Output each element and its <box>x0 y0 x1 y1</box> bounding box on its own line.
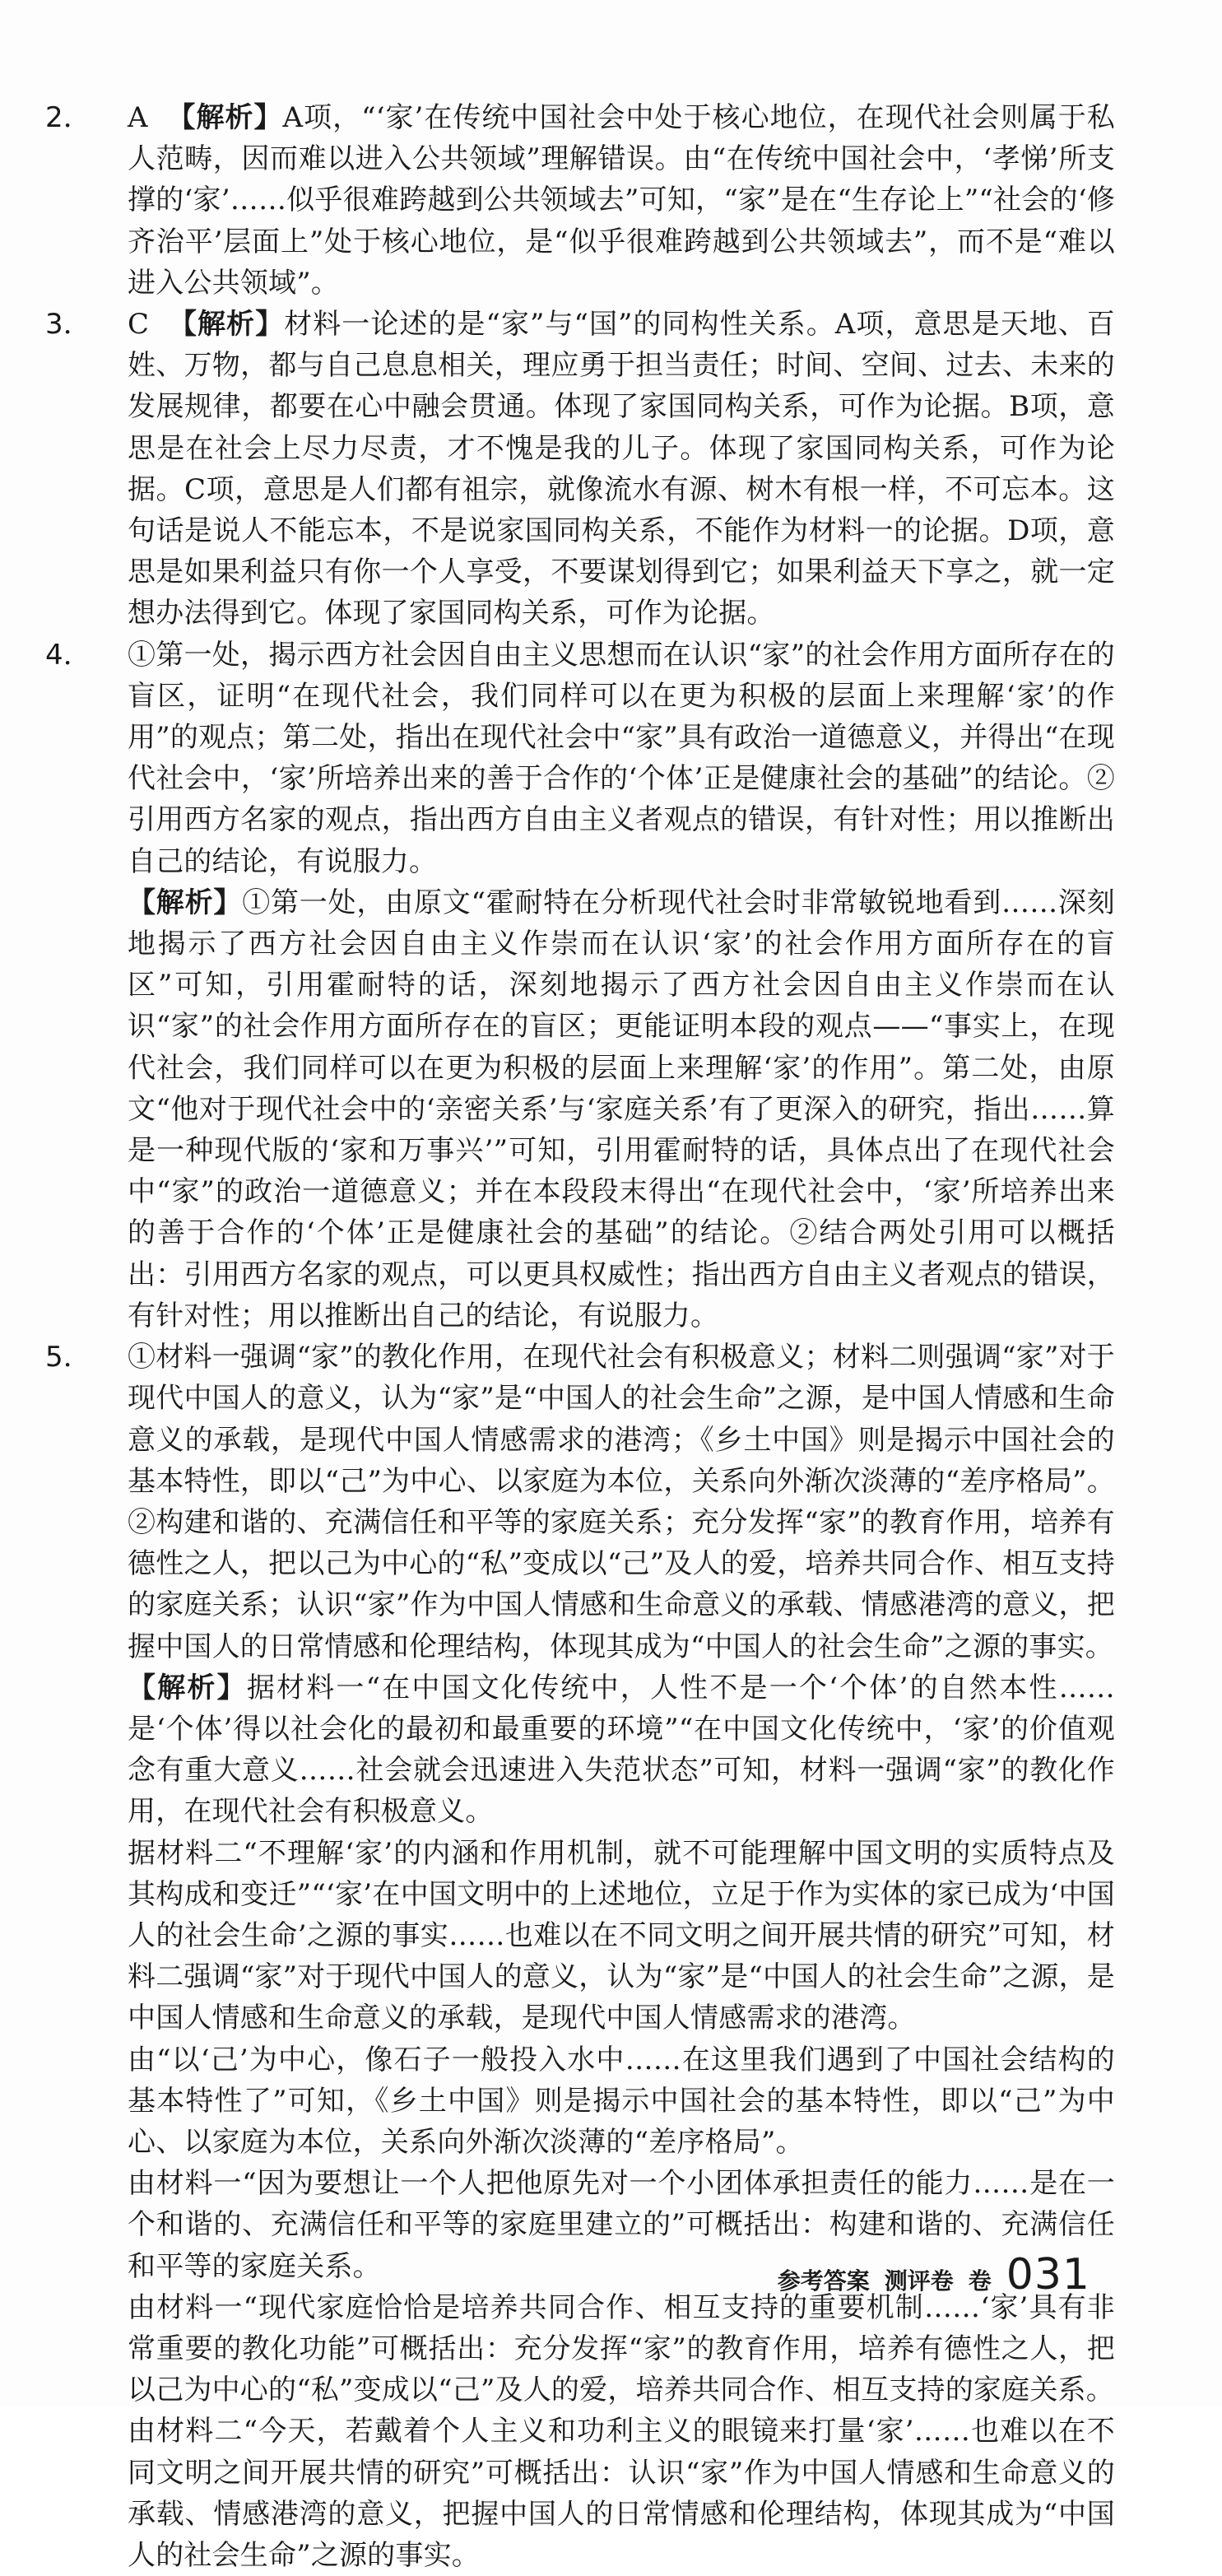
answer-item-2 <box>45 97 1115 304</box>
analysis-text: ①第一处，由原文“霍耐特在分析现代社会时非常敏锐地看到……深刻地揭示了西方社会因自由主义作崇而在认识‘家’的社会作用方面所存在的盲区”可知，引用霍耐特的话，深刻地揭示了西方社会因自由主义作崇而在认识“家”的社会作用方面所存在的盲区；更能证明本段的观点——“事实上，在现代社会，我们同样可以在更为积极的层面上来理解‘家’的作用”。第二处，由原文“他对于现代社会中的‘亲密关系’与‘家庭关系’有了更深入的研究，指出……算是一种现代版的‘家和万事兴’”可知，引用霍耐特的话，具体点出了在现代社会中“家”的政治一道德意义；并在本段段末得出“在现代社会中，‘家’所培养出来的善于合作的‘个体’正是健康社会的基础”的结论。②结合两处引用可以概括出：引用西方名家的观点，可以更具权威性；指出西方自由主义者观点的错误，有针对性；用以推断出自己的结论，有说服力。 <box>128 886 1115 1332</box>
item-number: 5． <box>45 1341 92 1374</box>
answer-content <box>45 97 1115 2576</box>
answer-text: ①第一处，揭示西方社会因自由主义思想而在认识“家”的社会作用方面所存在的盲区，证明“在现代社会，我们同样可以在更为积极的层面上来理解‘家’的作用”的观点；第二处，指出在现代社会中“家”具有政治一道德意义，并得出“在现代社会中，‘家’所培养出来的善于合作的‘个体’正是健康社会的基础”的结论。②引用西方名家的观点，指出西方自由主义者观点的错误，有针对性；用以推断出自己的结论，有说服力。 <box>128 638 1115 878</box>
analysis-tag: 【解析】 <box>167 101 283 134</box>
item-body <box>128 97 1115 304</box>
footer-series: 测评卷 <box>884 2267 954 2295</box>
answer-item-3 <box>45 304 1115 635</box>
answer-text: ①材料一强调“家”的教化作用，在现代社会有积极意义；材料二则强调“家”对于现代中国人的意义，认为“家”是“中国人的社会生命”之源，是中国人情感和生命意义的承载，是现代中国人情感需求的港湾；《乡土中国》则是揭示中国社会的基本特性，即以“己”为中心、以家庭为本位，关系向外渐次淡薄的“差序格局”。②构建和谐的、充满信任和平等的家庭关系；充分发挥“家”的教育作用，培养有德性之人，把以己为中心的“私”变成以“己”及人的爱，培养共同合作、相互支持的家庭关系；认识“家”作为中国人情感和生命意义的承载、情感港湾的意义，把握中国人的日常情感和伦理结构，体现其成为“中国人的社会生命”之源的事实。 <box>128 1341 1115 1663</box>
item-body <box>128 635 1115 1337</box>
footer-volume: 卷 <box>968 2267 992 2295</box>
analysis-paragraph: 由“以‘己’为中心，像石子一般投入水中……在这里我们遇到了中国社会结构的基本特性了”可知，《乡土中国》则是揭示中国社会的基本特性，即以“己”为中心、以家庭为本位，关系向外渐次淡薄的“差序格局”。 <box>128 2043 1115 2159</box>
analysis-text: A项，“‘家’在传统中国社会中处于核心地位，在现代社会则属于私人范畴，因而难以进入公共领域”理解错误。由“在传统中国社会中，‘孝悌’所支撑的‘家’……似乎很难跨越到公共领域去”可知，“家”是在“生存论上”“社会的‘修齐治平’层面上”处于核心地位，是“似乎很难跨越到公共领域去”，而不是“难以进入公共领域”。 <box>128 101 1115 300</box>
answer-choice: C <box>128 308 150 342</box>
item-body <box>128 304 1115 635</box>
analysis-text: 材料一论述的是“家”与“国”的同构性关系。A项，意思是天地、百姓、万物，都与自己息息相关，理应勇于担当责任；时间、空间、过去、未来的发展规律，都要在心中融会贯通。体现了家国同构关系，可作为论据。B项，意思是在社会上尽力尽责，才不愧是我的儿子。体现了家国同构关系，可作为论据。C项，意思是人们都有祖宗，就像流水有源、树木有根一样，不可忘本。这句话是说人不能忘本，不是说家国同构关系，不能作为材料一的论据。D项，意思是如果利益只有你一个人享受，不要谋划得到它；如果利益天下享之，就一定想办法得到它。体现了家国同构关系，可作为论据。 <box>128 308 1116 630</box>
analysis-paragraph: 由材料一“现代家庭恰恰是培养共同合作、相互支持的重要机制……‘家’具有非常重要的教化功能”可概括出：充分发挥“家”的教育作用，培养有德性之人，把以己为中心的“私”变成以“己”及人的爱，培养共同合作、相互支持的家庭关系。 <box>128 2290 1115 2407</box>
answer-paragraph <box>128 97 1115 304</box>
page-number: 031 <box>1006 2250 1090 2299</box>
answer-choice: A <box>128 101 148 134</box>
analysis-paragraph <box>128 1667 1115 1833</box>
analysis-tag: 【解析】 <box>168 308 285 342</box>
page-footer <box>778 2252 1090 2298</box>
analysis-text: 据材料一“在中国文化传统中，人性不是一个‘个体’的自然本性……是‘个体’得以社会化的最初和最重要的环境”“在中国文化传统中，‘家’的价值观念有重大意义……社会就会迅速进入失范状态”可知，材料一强调“家”的教化作用，在现代社会有积极意义。 <box>128 1671 1115 1829</box>
item-number: 3． <box>45 308 92 342</box>
analysis-paragraph: 据材料二“不理解‘家’的内涵和作用机制，就不可能理解中国文明的实质特点及其构成和变迁”“‘家’在中国文明中的上述地位，立足于作为实体的家已成为‘中国人的社会生命’之源的事实……也难以在不同文明之间开展共情的研究”可知，材料二强调“家”对于现代中国人的意义，认为“家”是“中国人的社会生命”之源，是中国人情感和生命意义的承载，是现代中国人情感需求的港湾。 <box>128 1836 1115 2035</box>
analysis-paragraph: 由材料二“今天，若戴着个人主义和功利主义的眼镜来打量‘家’……也难以在不同文明之间开展共情的研究”可概括出：认识“家”作为中国人情感和生命意义的承载、情感港湾的意义，把握中国人的日常情感和伦理结构，体现其成为“中国人的社会生命”之源的事实。 <box>128 2415 1115 2572</box>
item-number: 4． <box>45 638 92 672</box>
analysis-tag: 【解析】 <box>128 886 243 919</box>
answer-item-4 <box>45 635 1115 1337</box>
item-body <box>128 1337 1115 2576</box>
analysis-paragraph: 由材料一“因为要想让一个人把他原先对一个小团体承担责任的能力……是在一个和谐的、充满信任和平等的家庭里建立的”可概括出：构建和谐的、充满信任和平等的家庭关系。 <box>128 2167 1115 2283</box>
answer-item-5 <box>45 1337 1115 2576</box>
answer-paragraph <box>128 304 1115 635</box>
analysis-paragraph <box>128 882 1115 1337</box>
footer-section: 参考答案 <box>777 2267 870 2295</box>
analysis-tag: 【解析】 <box>128 1671 247 1704</box>
item-number: 2． <box>45 101 92 134</box>
